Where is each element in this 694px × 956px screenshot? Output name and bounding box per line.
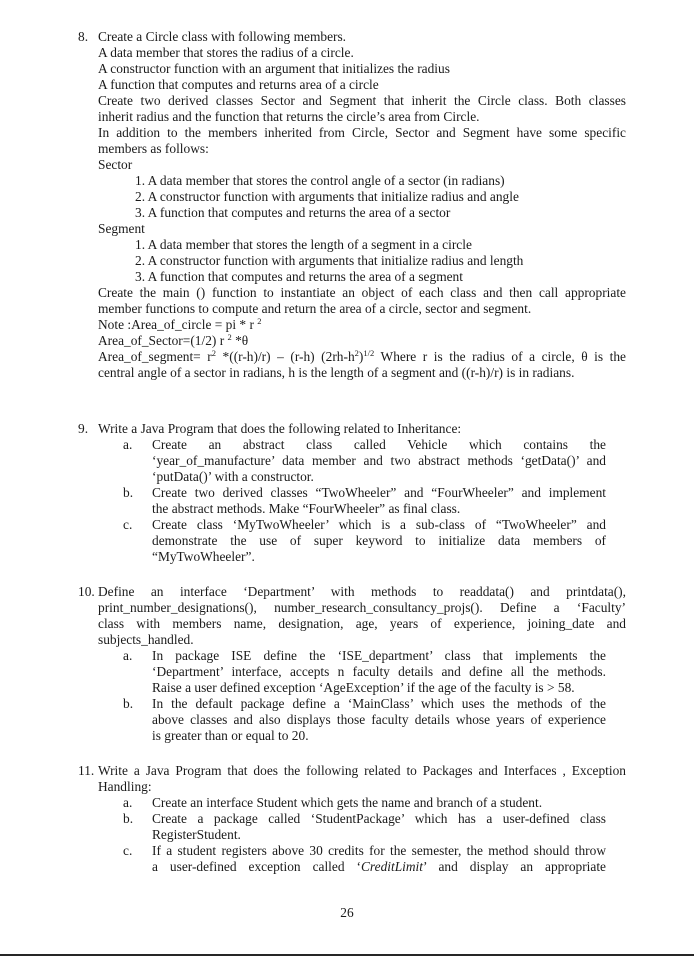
item-line: RegisterStudent. [152, 827, 241, 842]
question-9 [78, 421, 626, 565]
q8-main-line: member functions to compute and return the area of a circle, sector and segment. [98, 301, 532, 316]
item-line: a user-defined exception called ‘CreditLimit’ and display an appropriate [152, 859, 606, 874]
q8-line: A data member that stores the radius of a circle. [98, 45, 354, 60]
segment-item: 3. A function that computes and returns the area of a segment [135, 269, 463, 284]
q9-item-b [78, 485, 626, 517]
q8-line: In addition to the members inherited from Circle, Sector and Segment have some specific [98, 125, 626, 140]
q10-line: class with members name, designation, age, years of experience, joining_date and [98, 616, 626, 631]
page-number: 26 [340, 905, 354, 920]
q9-item-c [78, 517, 626, 565]
item-line: above classes and also displays those faculty details whose years of experience [152, 712, 606, 727]
q11-item-a [78, 795, 626, 811]
item-label: a. [123, 437, 133, 452]
q8-line: inherit radius and the function that returns the circle’s area from Circle. [98, 109, 480, 124]
q10-line: subjects_handled. [98, 632, 194, 647]
question-number: 9. [78, 421, 89, 436]
q8-line: A constructor function with an argument that initializes the radius [98, 61, 450, 76]
q8-line: A function that computes and returns area of a circle [98, 77, 379, 92]
item-line: ‘putData()’ with a constructor. [152, 469, 314, 484]
item-line: is greater than or equal to 20. [152, 728, 309, 743]
q11-line: Write a Java Program that does the following related to Packages and Interfaces , Exception [98, 763, 626, 778]
q10-item-a [78, 648, 626, 696]
item-line: Create two derived classes “TwoWheeler” and “FourWheeler” and implement [152, 485, 606, 500]
q9-intro: Write a Java Program that does the following related to Inheritance: [98, 421, 462, 436]
item-line: “MyTwoWheeler”. [152, 549, 255, 564]
item-label: c. [123, 517, 133, 532]
sector-item: 3. A function that computes and returns the area of a sector [135, 205, 451, 220]
sector-area-formula: Area_of_Sector=(1/2) r $^2$ *θ [98, 332, 249, 348]
item-line: Create class ‘MyTwoWheeler’ which is a sub-class of “TwoWheeler” and [152, 517, 606, 532]
item-line: In the default package define a ‘MainClass’ which uses the methods of the [152, 696, 606, 711]
q8-line: Create two derived classes Sector and Segment that inherit the Circle class. Both classes [98, 93, 626, 108]
item-line: If a student registers above 30 credits for the semester, the method should throw [152, 843, 606, 858]
item-line: In package ISE define the ‘ISE_department’ class that implements the [152, 648, 606, 663]
q8-main-line: Create the main () function to instantiate an object of each class and then call appropriate [98, 285, 626, 300]
item-label: b. [123, 811, 134, 826]
q10-line: print_number_designations(), number_research_consultancy_projs(). Define a ‘Faculty’ [98, 600, 626, 615]
question-11 [78, 763, 626, 875]
q8-line: members as follows: [98, 141, 209, 156]
item-line: the abstract methods. Make “FourWheeler” as final class. [152, 501, 461, 516]
q9-item-a [78, 437, 626, 485]
item-line: demonstrate the use of super keyword to initialize data members of [152, 533, 606, 548]
q10-line: Define an interface ‘Department’ with methods to readdata() and printdata(), [98, 584, 626, 599]
question-8 [78, 29, 626, 381]
item-line: ‘year_of_manufacture’ data member and two abstract methods ‘getData()’ and [152, 453, 606, 468]
circle-area-formula: Note :Area_of_circle = pi * r $^2$ [98, 316, 262, 332]
segment-list [135, 237, 626, 285]
question-10 [78, 584, 626, 744]
sector-item: 1. A data member that stores the control angle of a sector (in radians) [135, 173, 505, 188]
item-line: Create a package called ‘StudentPackage’ which has a user-defined class [152, 811, 606, 826]
segment-item: 1. A data member that stores the length of a segment in a circle [135, 237, 472, 252]
segment-formula-explanation: central angle of a sector in radians, h is the length of a segment and ((r-h)/r) is in radians. [98, 365, 575, 380]
question-number: 11. [78, 763, 95, 778]
item-label: a. [123, 648, 133, 663]
q11-item-b [78, 811, 626, 843]
segment-heading: Segment [98, 221, 145, 236]
q10-item-b [78, 696, 626, 744]
item-line: Create an interface Student which gets the name and branch of a student. [152, 795, 543, 810]
sector-item: 2. A constructor function with arguments that initialize radius and angle [135, 189, 519, 204]
item-line: ‘Department’ interface, accepts n faculty details and define all the methods. [152, 664, 606, 679]
sector-heading: Sector [98, 157, 133, 172]
item-label: c. [123, 843, 133, 858]
segment-item: 2. A constructor function with arguments that initialize radius and length [135, 253, 524, 268]
item-label: a. [123, 795, 133, 810]
q8-line: Create a Circle class with following members. [98, 29, 347, 44]
sector-list [135, 173, 626, 221]
item-line: Raise a user defined exception ‘AgeException’ if the age of the faculty is > 58. [152, 680, 575, 695]
item-label: b. [123, 485, 134, 500]
item-line: Create an abstract class called Vehicle which contains the [152, 437, 606, 452]
q11-line: Handling: [98, 779, 152, 794]
question-number: 8. [78, 29, 89, 44]
item-label: b. [123, 696, 134, 711]
question-number: 10. [78, 584, 95, 599]
q11-item-c [78, 843, 626, 875]
segment-area-formula: Area_of_segment= $r^2$ *((r-h)/r) – (r-h) $(2rh-h^2)^{1/2}$ Where r is the radius of a circle, θ is the [98, 348, 627, 364]
